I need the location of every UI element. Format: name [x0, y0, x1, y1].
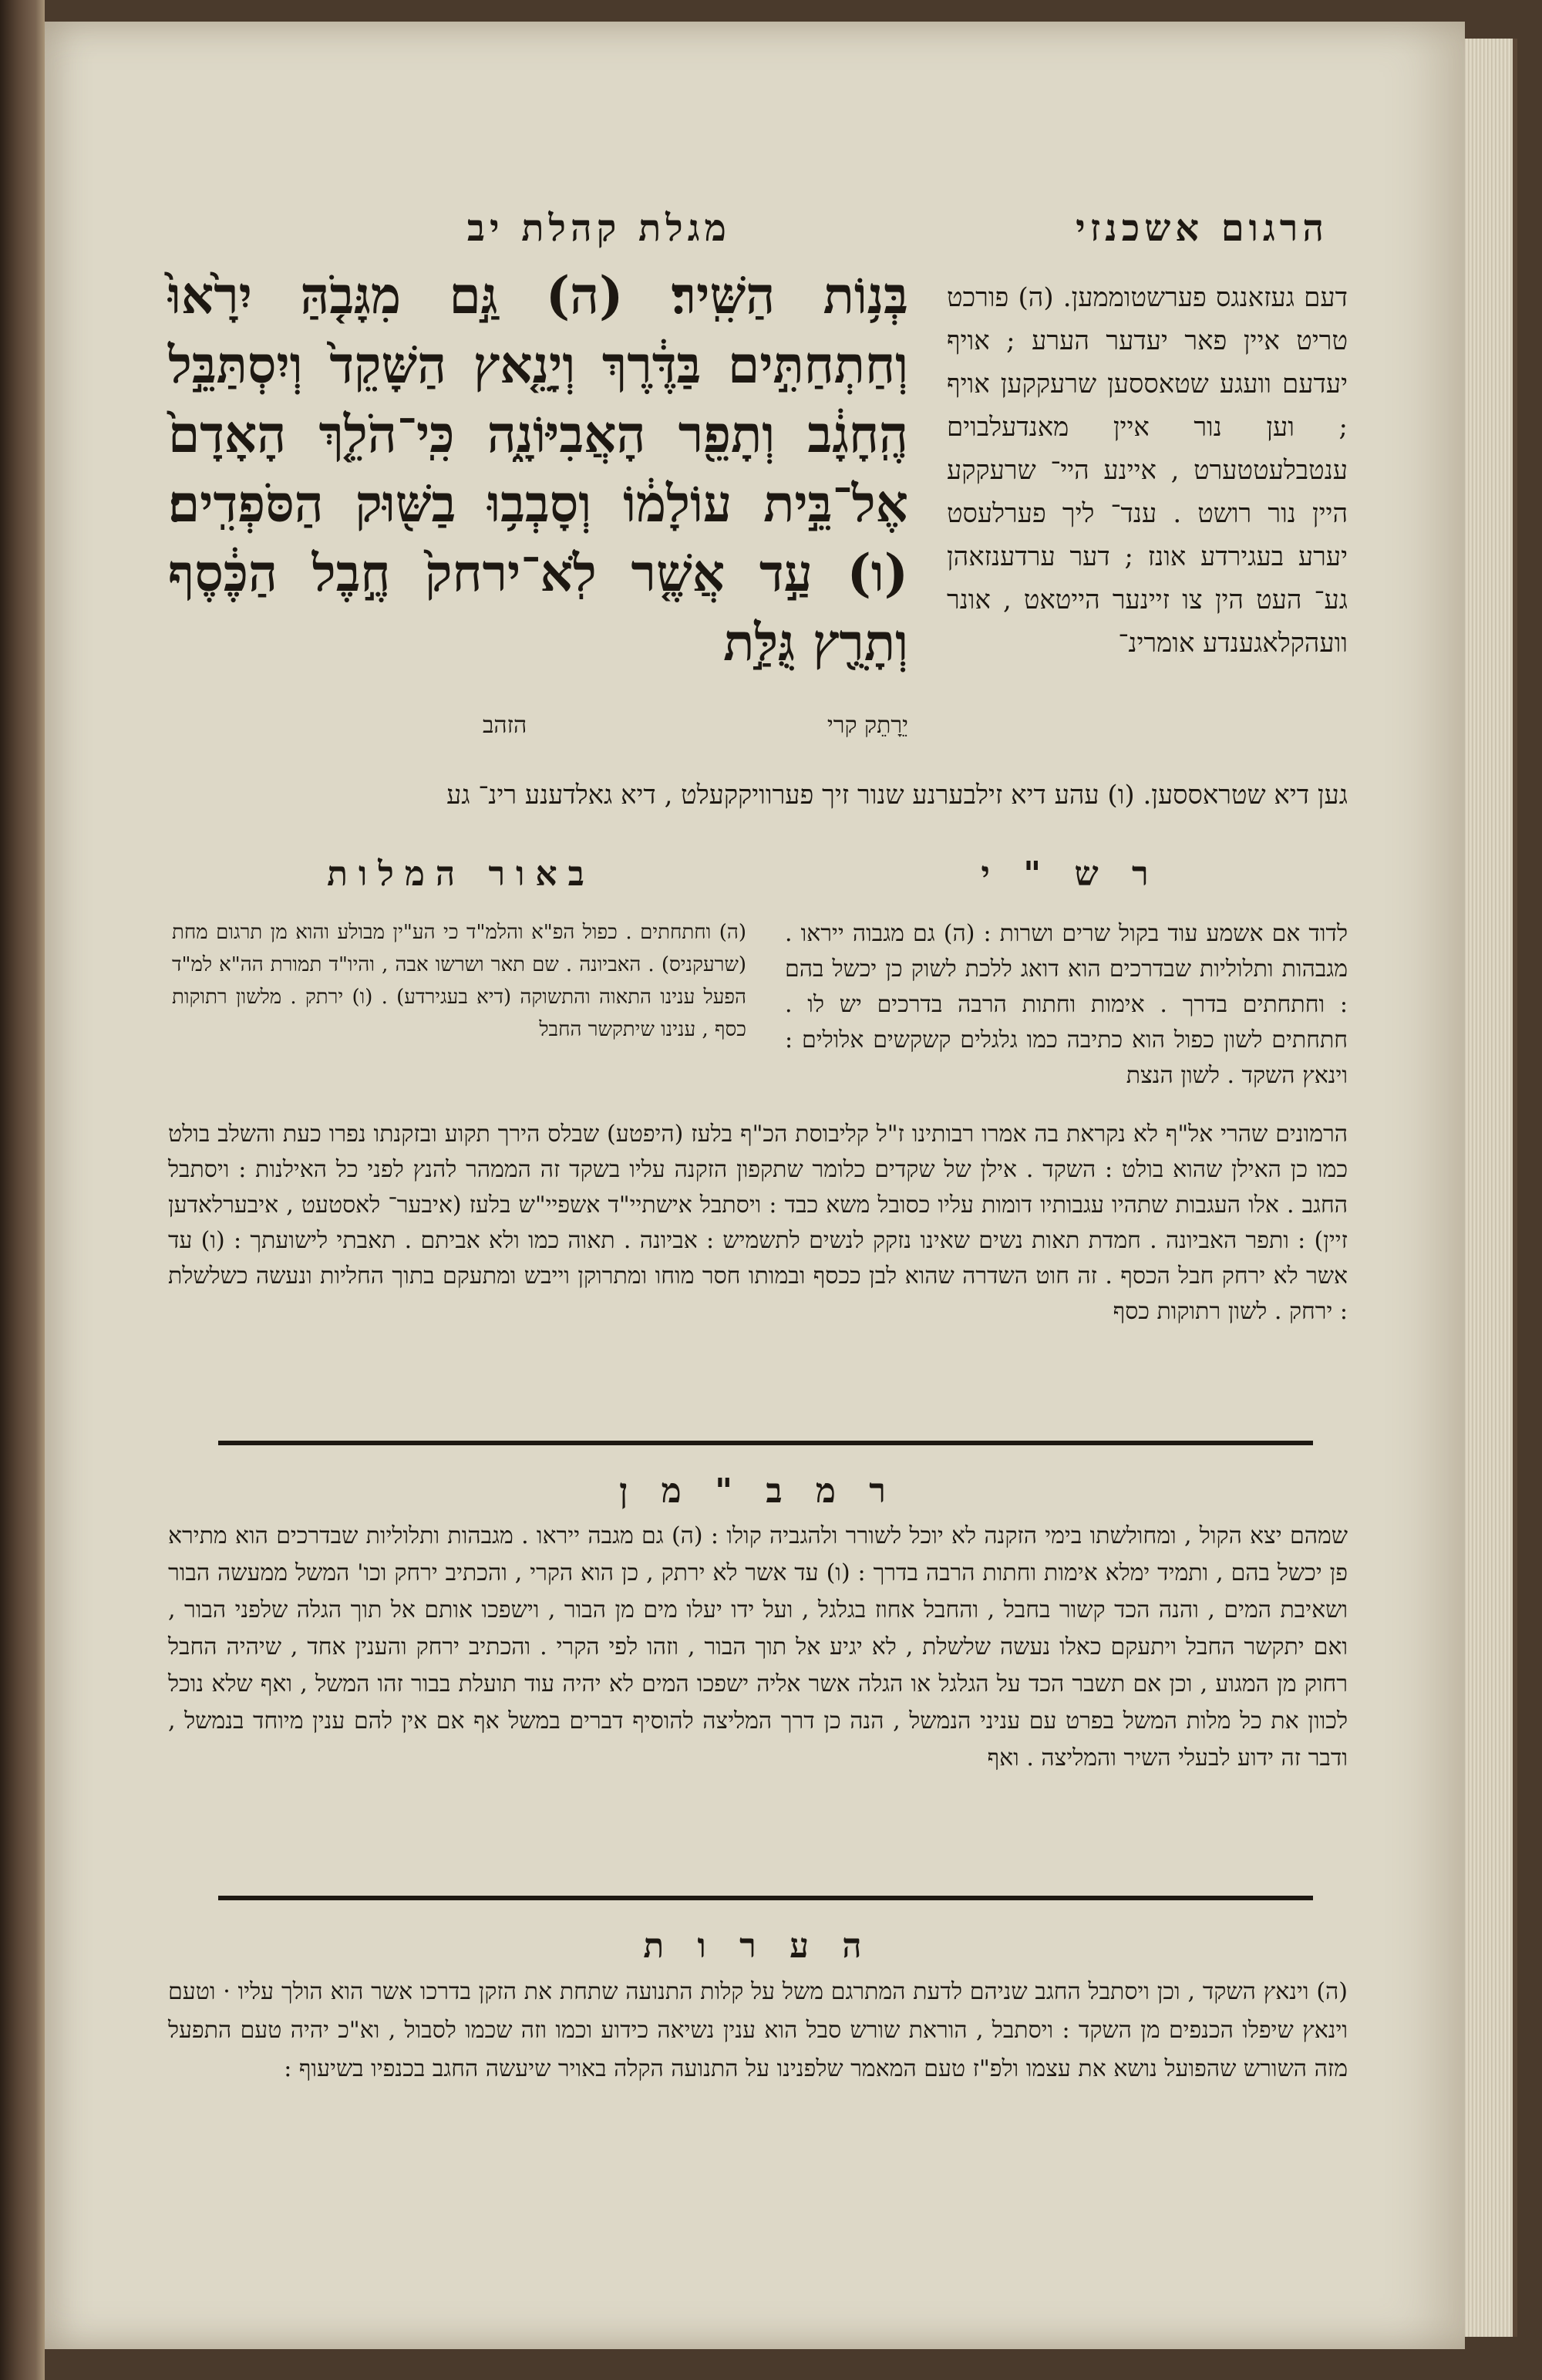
catchword: הזהב — [482, 712, 527, 739]
scripture-verse: בְּנ֥וֹת הַשִּֽׁיר׃ (ה) גַּ֣ם מִגָּבֹ֤הַּ יִרָ֙אוּ֙ וְחַתְחַתִּ֣ים בַּדֶּ֔רֶךְ וְיָנֵ֤אץ הַשָּׁקֵד֙ וְיִסְתַּבֵּ֣ל הֶֽחָגָ֔ב וְתָפֵ֖ר הָאֲבִיּוֹנָ֑ה כִּֽי־הֹלֵ֤ךְ הָאָדָם֙ אֶל־בֵּ֣ית עוֹלָמ֔וֹ וְסָבְב֥וּ בַשּׁ֖וּק הַסֹּפְדִֽים׃ (ו) עַ֣ד אֲשֶׁ֤ר לֹֽא־ירחק֙ חֶ֣בֶל הַכֶּ֔סֶף וְתָרֻ֖ץ גֻּלַּ֣ת — [168, 265, 908, 673]
divider-rule-2 — [218, 1896, 1313, 1900]
biur-title: באור המלות — [327, 855, 595, 894]
header-left-title: מגלת קהלת יב — [466, 207, 731, 250]
notes-body: (ה) וינאץ השקד , וכן ויסתבל החגב שניהם לדעת המתרגם משל על קלות התנועה שתחת את הזקן בדרכו אשר הוא הולך עליו · וטעם וינאץ שיפלו הכנפים מן השקד : ויסתבל , הוראת שורש סבל הוא ענין נשיאה כידוע וכמו וזה שכמו לסבול , וא"כ יהיה טעם התפעל מזה השורש שהפועל נושא את עצמו ולפ"ז טעם המאמר שלפנינו על התנועה הקלה באויר שיעשה החגב בכנפיו בשיעוף : — [168, 1978, 1348, 2082]
book-page — [45, 22, 1465, 2349]
notes-title: ה ע ר ו ת — [643, 1927, 873, 1966]
page-edges — [1465, 39, 1517, 2337]
german-translation-column: דעם געזאנגס פערשטוממען. (ה) פורכט טריט איין פאר יעדער הערע ; אויף יעדעם וועגע שטאססען שרעקקען אויף ; וען נור איין מאנדעלבוים ענטבלעטטערט , איינע היי־ שרעקקע היין נור רושט . ענד־ ליך פערלעסט יערע בעגירדע אונז ; דער ערדענזאהן גע־ העט הין צו זיינער הייטאט , אונר וועהקלאגענדע אומרינ־ — [947, 282, 1348, 659]
biur-column: (ה) וחתחתים . כפול הפ"א והלמ"ד כי הע"ין מבולע והוא מן תרגום מחת (שרעקניס) . האביונה . שם תאר ושרשו אבה , והיו"ד תמורת הה"א למ"ד הפעל ענינו התאוה והתשוקה (דיא בעגירדע) . (ו) ירתק . מלשון רתוקות כסף , ענינו שיתקשר החבל — [172, 921, 746, 1041]
rashi-column: לדוד אם אשמע עוד בקול שרים ושרות : (ה) גם מגבוה ייראו . מגבהות ותלוליות שבדרכים הוא דואג ללכת לשוק כן יכשל בהם : וחתחתים בדרך . אימות וחתות הרבה בדרכים יש לו . חתחתים לשון כפול הוא כתיבה כמו גלגלים קשקשים אלולים : וינאץ השקד . לשון הנצת — [785, 920, 1348, 1089]
ramban-body: שמהם יצא הקול , ומחולשתו בימי הזקנה לא יוכל לשורר ולהגביה קולו : (ה) גם מגבה ייראו . מגבהות ותלוליות שבדרכים הוא מתירא פן יכשל בהם , ותמיד ימלא אימות וחתות הרבה בדרך : (ו) עד אשר לא ירתק , כן הוא הקרי , והכתיב ירחק וכו' המשל ממעשה הבור ושאיבת המים , והנה הכד קשור בחבל , והחבל אחוז בגלגל , ועל ידו יעלו מים מן הבור , וישפכו אותם אל תוך הגלה שלפני הבור , ואם יתקשר החבל ויתעקם כאלו נעשה שלשלת , לא יגיע אל תוך הבור , וזהו לפי הקרי . והכתיב ירחק והענין אחד , שיהיה החבל רחוק מן המגוע , וכן אם תשבר הכד על הגלגל או הגלה אשר אליה ישפכו המים לא יהיה עוד תועלת בבור זהו המשל , ואף שלא נוכל לכוון את כל מלות המשל בפרט עם עניני הנמשל , הנה כן דרך המליצה להוסיף דברים במשל אף אם אין להם ענין מיוחד בנמשל , ודבר זה ידוע לבעלי השיר והמליצה . ואף — [168, 1522, 1348, 1772]
divider-rule — [218, 1441, 1313, 1445]
rashi-continuation: הרמונים שהרי אל"ף לא נקראת בה אמרו רבותינו ז"ל קליבוסת הכ"ף בלעז (היפטע) שבלס הירך תקוע ובזקנתו נפרו כעת והשלב בולט כמו כן האילן שהוא בולט : השקד . אילן של שקדים כלומר שתקפון הזקנה עליו בשקד זה הממהר להנץ לפני כל האילנות : ויסתבל החגב . אלו העגבות שתהיו עגבותיו דומות עליו כסובל משא כבד : ויסתבל אישתיי"ד אשפיי"ש בלעז (איבער־ לאסטעט , איבערלאדען זיין) : ותפר האביונה . חמדת תאות נשים שאינו נזקק לנשים לתשמיש : אביונה . תאוה כמו ולא אביתם . תאבתי לישועתך : (ו) עד אשר לא ירחק חבל הכסף . זה חוט השדרה שהוא לבן ככסף ובמותו חסר מוחו ומתרוקן וייבש ומתעקם בתוך החליות ונעשה כשלשלת : ירחק . לשון רתוקות כסף — [168, 1121, 1348, 1325]
rashi-title: ר ש " י — [981, 855, 1160, 894]
german-translation-tail: גען דיא שטראססען. (ו) עהע דיא זילבערנע שנור זיך פערוויקקעלט , דיא גאלדענע רינ־ גע — [446, 780, 1348, 811]
header-right-title: הרגום אשכנזי — [1076, 207, 1328, 250]
qere-row — [230, 712, 908, 739]
qere-note: יֵרָתֵק קרי — [827, 712, 908, 739]
book-binding — [0, 0, 45, 2380]
ramban-title: ר מ ב " מ ן — [619, 1471, 897, 1511]
